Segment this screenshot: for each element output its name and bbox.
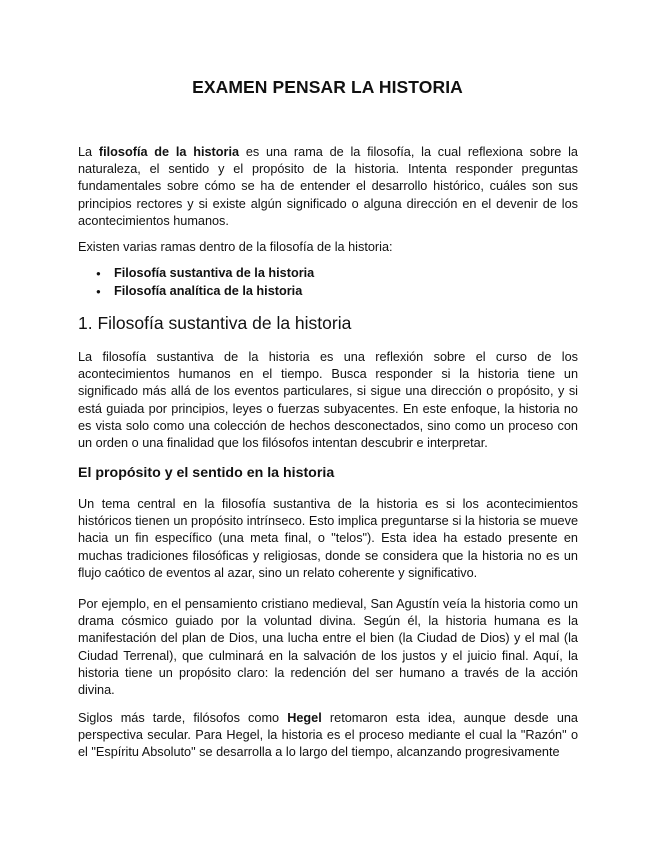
hegel-paragraph [78, 710, 578, 762]
hegel-text-post: retomaron esta idea, aunque desde una perspectiva secular. Para Hegel, la historia es el proceso mediante el cual la "Razón" o el "Espíritu Absoluto" se desarrolla a lo largo del tiempo, alcanzando progresivamente [78, 711, 578, 760]
intro-paragraph [78, 144, 578, 230]
document-title: EXAMEN PENSAR LA HISTORIA [192, 77, 463, 97]
intro-bold-term: filosofía de la historia [98, 145, 240, 159]
branches-intro-paragraph: Existen varias ramas dentro de la filosofía de la historia: [78, 240, 393, 254]
hegel-bold-name: Hegel [287, 711, 322, 725]
section-heading: 1. Filosofía sustantiva de la historia [78, 313, 352, 333]
hegel-text-pre: Siglos más tarde, filósofos como [78, 711, 288, 725]
intro-text-post: es una rama de la filosofía, la cual reflexiona sobre la naturaleza, el sentido y el propósito de la historia. Intenta responder preguntas fundamentales sobre cómo se ha de entender el desarrollo histórico, cuáles son sus principios rectores y si existe algún significado o alguna dirección en el devenir de los acontecimientos humanos. [78, 145, 578, 228]
list-item: ● Filosofía analítica de la historia [114, 283, 614, 301]
purpose-paragraph: Un tema central en la filosofía sustantiva de la historia es si los acontecimientos históricos tienen un propósito intrínseco. Esto implica preguntarse si la historia se mueve hacia un fin específico (una meta final, o "telos"). Esta idea ha estado presente en muchas tradiciones filosóficas y religiosas, donde se considera que la historia no es un flujo caótico de eventos al azar, sino un relato coherente y significativo. [78, 497, 578, 580]
section1-paragraph: La filosofía sustantiva de la historia es una reflexión sobre el curso de los acontecimientos humanos en el tiempo. Busca responder si la historia tiene un significado más allá de los eventos particulares, si sigue una dirección o propósito, y si está guiada por principios, leyes o fuerzas subyacentes. En este enfoque, la historia no es vista solo como una colección de hechos desconectados, sino como un proceso con un orden o una finalidad que los filósofos intentan descubrir e interpretar. [78, 350, 578, 451]
branches-list [78, 265, 614, 301]
intro-text-pre: La [78, 145, 99, 159]
augustine-paragraph: Por ejemplo, en el pensamiento cristiano medieval, San Agustín veía la historia como un drama cósmico guiado por la voluntad divina. Según él, la historia humana es la manifestación del plan de Dios, una lucha entre el bien (la Ciudad de Dios) y el mal (la Ciudad Terrenal), que culminará en la salvación de los justos y el juicio final. Aquí, la historia tiene un propósito claro: la redención del ser humano a través de la acción divina. [78, 597, 578, 698]
subsection-heading: El propósito y el sentido en la historia [78, 465, 335, 481]
list-item: ● Filosofía sustantiva de la historia [114, 265, 614, 283]
